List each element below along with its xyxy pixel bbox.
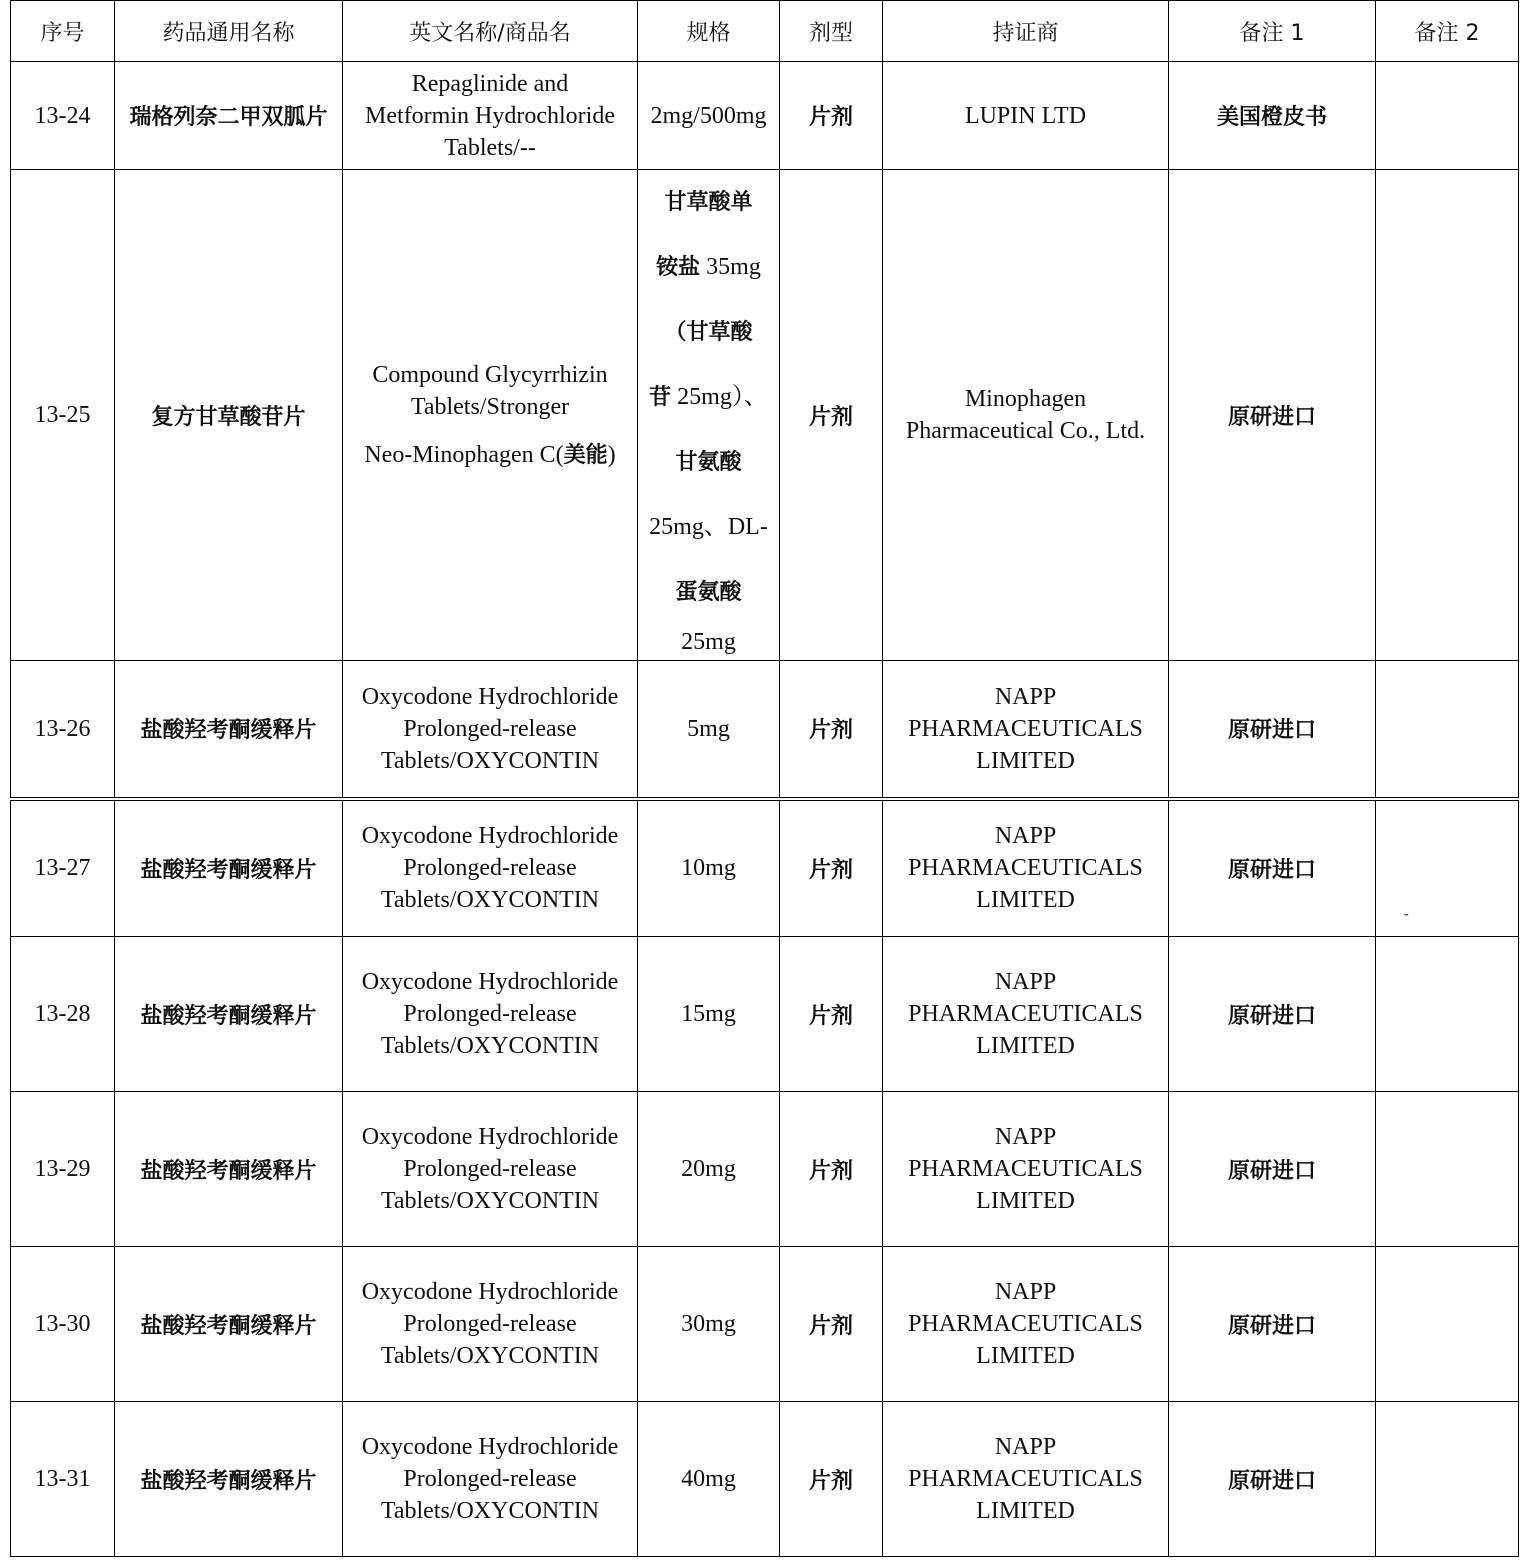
header-row <box>11 1 1519 62</box>
row-holder <box>883 937 1169 1092</box>
holder-line: LIMITED <box>976 1498 1075 1524</box>
holder-line: NAPP <box>994 1434 1057 1460</box>
english-name-line: Tablets/Stronger <box>410 393 570 420</box>
row-holder <box>883 1402 1169 1557</box>
spec-line-cn: 蛋氨酸 <box>675 580 742 605</box>
row-holder <box>883 661 1169 799</box>
english-name-prefix: Neo-Minophagen C( <box>364 441 564 468</box>
english-name-line: Tablets/-- <box>444 134 536 161</box>
table-row <box>11 1247 1519 1402</box>
english-name-line: Prolonged-release <box>403 1311 577 1337</box>
row-spec: 30mg <box>638 1247 780 1402</box>
english-name-line <box>349 439 631 472</box>
english-name-suffix: ) <box>607 441 616 468</box>
table-row <box>11 937 1519 1092</box>
header-spec: 规格 <box>638 1 780 62</box>
table-row <box>11 1092 1519 1247</box>
row-note2 <box>1376 937 1519 1092</box>
row-spec <box>638 170 780 661</box>
holder-line: LIMITED <box>976 1033 1075 1059</box>
row-note2 <box>1376 1402 1519 1557</box>
spec-line-cn: 铵盐 <box>656 255 701 280</box>
holder-line: NAPP <box>994 969 1057 995</box>
holder-line: PHARMACEUTICALS <box>908 1001 1143 1027</box>
row-serial: 13-27 <box>11 799 115 937</box>
header-dosage-form: 剂型 <box>780 1 883 62</box>
spec-line-cn: 甘氨酸 <box>675 450 742 475</box>
row-english-name <box>343 1092 638 1247</box>
holder-line: LIMITED <box>976 1343 1075 1369</box>
holder-line: LUPIN LTD <box>964 102 1087 129</box>
row-spec: 5mg <box>638 661 780 799</box>
spec-line <box>638 300 779 365</box>
english-name-line: Compound Glycyrrhizin <box>372 361 608 388</box>
holder-line: NAPP <box>994 1124 1057 1150</box>
row-dosage-form: 片剂 <box>780 170 883 661</box>
holder-line: NAPP <box>994 1279 1057 1305</box>
english-name-line: Oxycodone Hydrochloride <box>361 1124 619 1150</box>
english-name-brand-cn: 美能 <box>563 442 608 468</box>
row-dosage-form: 片剂 <box>780 1247 883 1402</box>
row-holder <box>883 799 1169 937</box>
row-note1: 原研进口 <box>1169 1402 1376 1557</box>
english-name-line: Oxycodone Hydrochloride <box>361 823 619 850</box>
row-note1: 原研进口 <box>1169 799 1376 937</box>
spec-line <box>638 235 779 300</box>
row-note1: 原研进口 <box>1169 661 1376 799</box>
header-note1: 备注 1 <box>1169 1 1376 62</box>
english-name-line: Prolonged-release <box>403 1156 577 1182</box>
holder-line: PHARMACEUTICALS <box>908 1311 1143 1337</box>
row-generic-name: 盐酸羟考酮缓释片 <box>115 661 343 799</box>
holder-line: LIMITED <box>976 747 1075 774</box>
table-row <box>11 62 1519 170</box>
row-english-name <box>343 170 638 661</box>
row-spec: 10mg <box>638 799 780 937</box>
spec-line <box>638 430 779 495</box>
english-name-line: Tablets/OXYCONTIN <box>380 1343 600 1369</box>
holder-line: LIMITED <box>976 1188 1075 1214</box>
row-generic-name: 盐酸羟考酮缓释片 <box>115 799 343 937</box>
row-holder <box>883 1092 1169 1247</box>
english-name-line: Oxycodone Hydrochloride <box>361 683 619 710</box>
row-holder <box>883 62 1169 170</box>
row-generic-name: 盐酸羟考酮缓释片 <box>115 1092 343 1247</box>
spec-line-cn: （甘草酸 <box>664 320 753 345</box>
spec-line-en: 25mg）、 <box>671 384 768 410</box>
row-generic-name: 盐酸羟考酮缓释片 <box>115 1247 343 1402</box>
holder-line: PHARMACEUTICALS <box>908 1466 1143 1492</box>
english-name-line: Metformin Hydrochloride <box>365 102 615 129</box>
english-name-line: Oxycodone Hydrochloride <box>361 1434 619 1460</box>
row-holder <box>883 170 1169 661</box>
holder-line: LIMITED <box>976 887 1075 914</box>
stray-mark: ˘ <box>1404 912 1409 927</box>
row-holder <box>883 1247 1169 1402</box>
row-serial: 13-29 <box>11 1092 115 1247</box>
header-english-name: 英文名称/商品名 <box>343 1 638 62</box>
row-spec: 2mg/500mg <box>638 62 780 170</box>
row-english-name <box>343 62 638 170</box>
row-note1: 原研进口 <box>1169 170 1376 661</box>
english-name-line: Prolonged-release <box>403 715 577 742</box>
drug-list-table <box>10 0 1519 1557</box>
english-name-line: Prolonged-release <box>403 1466 577 1492</box>
row-note1: 原研进口 <box>1169 937 1376 1092</box>
row-note2 <box>1376 1247 1519 1402</box>
row-english-name <box>343 1247 638 1402</box>
spec-line-en: 25mg <box>681 629 736 655</box>
row-spec: 40mg <box>638 1402 780 1557</box>
holder-line: NAPP <box>994 683 1057 710</box>
row-serial: 13-25 <box>11 170 115 661</box>
row-serial: 13-26 <box>11 661 115 799</box>
english-name-line: Prolonged-release <box>403 1001 577 1027</box>
header-generic-name: 药品通用名称 <box>115 1 343 62</box>
holder-line: Minophagen <box>964 386 1087 412</box>
row-english-name <box>343 661 638 799</box>
line-spacer <box>349 423 631 439</box>
table-row <box>11 1402 1519 1557</box>
row-dosage-form: 片剂 <box>780 661 883 799</box>
holder-line: PHARMACEUTICALS <box>908 715 1143 742</box>
english-name-line: Tablets/OXYCONTIN <box>380 887 600 914</box>
row-serial: 13-28 <box>11 937 115 1092</box>
row-serial: 13-30 <box>11 1247 115 1402</box>
english-name-line: Tablets/OXYCONTIN <box>380 1188 600 1214</box>
row-dosage-form: 片剂 <box>780 937 883 1092</box>
row-note1: 原研进口 <box>1169 1092 1376 1247</box>
spec-line <box>638 170 779 235</box>
row-note2 <box>1376 170 1519 661</box>
spec-line <box>638 560 779 625</box>
spec-line-cn: 苷 <box>649 385 672 410</box>
spec-lines <box>638 170 779 660</box>
row-english-name <box>343 799 638 937</box>
spec-line-cn: 甘草酸单 <box>664 190 753 215</box>
table-row <box>11 799 1519 937</box>
row-generic-name: 瑞格列奈二甲双胍片 <box>115 62 343 170</box>
english-name-line: Repaglinide and <box>411 70 569 97</box>
row-dosage-form: 片剂 <box>780 62 883 170</box>
row-note2 <box>1376 1092 1519 1247</box>
english-name-line: Oxycodone Hydrochloride <box>361 1279 619 1305</box>
row-note2 <box>1376 799 1519 937</box>
spec-line <box>638 495 779 560</box>
row-spec: 20mg <box>638 1092 780 1247</box>
row-note2 <box>1376 62 1519 170</box>
row-english-name <box>343 937 638 1092</box>
row-serial: 13-24 <box>11 62 115 170</box>
english-name-line: Prolonged-release <box>403 855 577 882</box>
holder-line: NAPP <box>994 823 1057 850</box>
row-spec: 15mg <box>638 937 780 1092</box>
header-holder: 持证商 <box>883 1 1169 62</box>
spec-line-en: 25mg、DL- <box>649 514 768 540</box>
holder-line: Pharmaceutical Co., Ltd. <box>905 418 1146 444</box>
row-english-name <box>343 1402 638 1557</box>
row-dosage-form: 片剂 <box>780 799 883 937</box>
row-generic-name: 盐酸羟考酮缓释片 <box>115 1402 343 1557</box>
row-dosage-form: 片剂 <box>780 1092 883 1247</box>
row-serial: 13-31 <box>11 1402 115 1557</box>
english-name-line: Oxycodone Hydrochloride <box>361 969 619 995</box>
table-row <box>11 661 1519 799</box>
table-row <box>11 170 1519 661</box>
row-generic-name: 复方甘草酸苷片 <box>115 170 343 661</box>
row-note1: 原研进口 <box>1169 1247 1376 1402</box>
english-name-line: Tablets/OXYCONTIN <box>380 1498 600 1524</box>
row-note2 <box>1376 661 1519 799</box>
spec-line-en: 35mg <box>700 254 761 280</box>
header-note2: 备注 2 <box>1376 1 1519 62</box>
header-serial: 序号 <box>11 1 115 62</box>
holder-line: PHARMACEUTICALS <box>908 1156 1143 1182</box>
row-generic-name: 盐酸羟考酮缓释片 <box>115 937 343 1092</box>
spec-line <box>638 625 779 660</box>
english-name-line: Tablets/OXYCONTIN <box>380 747 600 774</box>
english-name-line: Tablets/OXYCONTIN <box>380 1033 600 1059</box>
row-note1: 美国橙皮书 <box>1169 62 1376 170</box>
holder-line: PHARMACEUTICALS <box>908 855 1143 882</box>
row-dosage-form: 片剂 <box>780 1402 883 1557</box>
spec-line <box>638 365 779 430</box>
